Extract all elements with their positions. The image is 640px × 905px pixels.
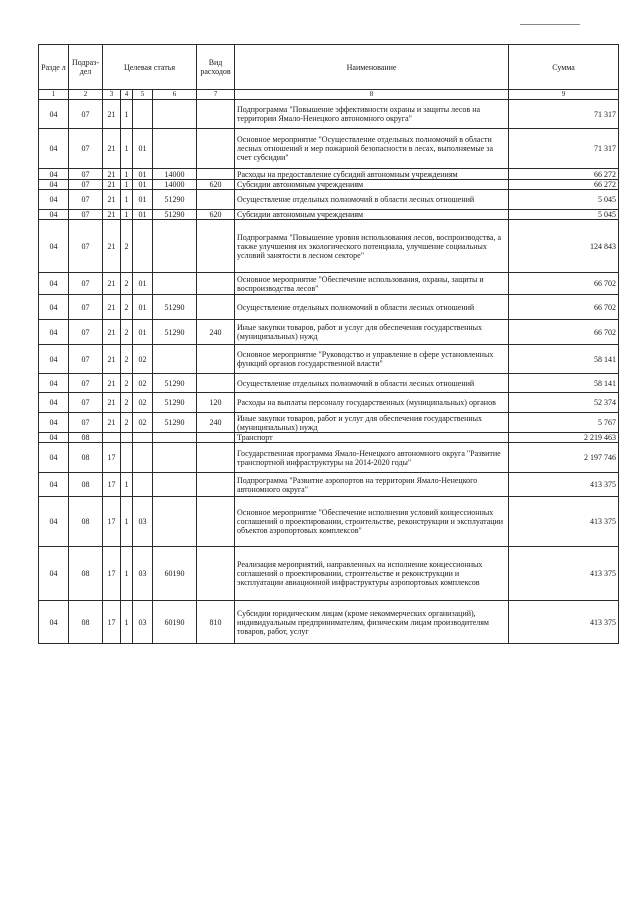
row-target-event: 02 [133,374,153,393]
table-row [39,129,619,169]
row-target-subprogram: 1 [121,169,133,180]
row-target-event [133,473,153,497]
row-razdel: 04 [39,180,69,190]
row-target-program: 17 [103,547,121,601]
row-name: Подпрограмма "Повышение эффективности охраны и защиты лесов на территории Ямало-Ненецкого автономного округа" [235,100,509,129]
row-sum: 66 702 [509,320,619,345]
row-expense-type [197,190,235,210]
row-podrazdel: 07 [69,345,103,374]
row-razdel: 04 [39,393,69,413]
row-target-direction [153,473,197,497]
row-target-program: 21 [103,190,121,210]
row-razdel: 04 [39,273,69,295]
row-target-program: 21 [103,220,121,273]
row-target-direction [153,345,197,374]
row-razdel: 04 [39,374,69,393]
row-razdel: 04 [39,190,69,210]
table-row [39,273,619,295]
table-row [39,413,619,433]
row-expense-type: 620 [197,210,235,220]
row-target-program: 21 [103,169,121,180]
table-row [39,320,619,345]
row-podrazdel: 07 [69,100,103,129]
row-razdel: 04 [39,413,69,433]
row-target-subprogram: 2 [121,320,133,345]
row-target-program: 21 [103,210,121,220]
row-expense-type: 810 [197,601,235,644]
row-podrazdel: 08 [69,601,103,644]
row-target-event: 03 [133,601,153,644]
row-target-program: 21 [103,295,121,320]
row-sum: 71 317 [509,129,619,169]
col-number: 3 [103,90,121,100]
row-name: Реализация мероприятий, направленных на исполнение концессионных соглашений о проектировании, строительстве и реконструкции и эксплуатации авиационной инфраструктуры аэропортовых комплексов [235,547,509,601]
row-name: Подпрограмма "Повышение уровня использования лесов, воспроизводства, а также улучшения их экологического потенциала, улучшение социальных условий занятости в лесном секторе" [235,220,509,273]
row-podrazdel: 07 [69,374,103,393]
table-row [39,180,619,190]
col-number: 9 [509,90,619,100]
row-target-event: 02 [133,413,153,433]
header-expense-type: Вид расходов [197,45,235,90]
table-row [39,601,619,644]
table-row [39,433,619,443]
row-target-direction [153,433,197,443]
row-target-subprogram: 1 [121,129,133,169]
row-razdel: 04 [39,345,69,374]
row-target-program: 17 [103,443,121,473]
header-name: Наименование [235,45,509,90]
row-target-subprogram: 2 [121,393,133,413]
row-expense-type [197,547,235,601]
row-target-event: 03 [133,547,153,601]
row-target-direction: 51290 [153,413,197,433]
row-target-subprogram: 2 [121,345,133,374]
row-target-program: 21 [103,100,121,129]
row-target-subprogram: 2 [121,295,133,320]
row-podrazdel: 07 [69,210,103,220]
row-name: Иные закупки товаров, работ и услуг для обеспечения государственных (муниципальных) нужд [235,413,509,433]
row-sum: 413 375 [509,497,619,547]
row-podrazdel: 07 [69,273,103,295]
header-target-article: Целевая статья [103,45,197,90]
table-row [39,169,619,180]
row-target-direction: 60190 [153,547,197,601]
row-target-event: 01 [133,295,153,320]
row-expense-type [197,433,235,443]
table-row [39,473,619,497]
col-number: 8 [235,90,509,100]
col-number: 1 [39,90,69,100]
row-target-subprogram: 1 [121,210,133,220]
row-target-event: 01 [133,190,153,210]
row-podrazdel: 07 [69,220,103,273]
row-name: Субсидии юридическим лицам (кроме некоммерческих организаций), индивидуальным предпринимателям, физическим лицам производителям товаров, работ, услуг [235,601,509,644]
row-target-event: 01 [133,180,153,190]
table-row [39,345,619,374]
row-target-subprogram: 1 [121,100,133,129]
row-expense-type [197,220,235,273]
row-target-program: 21 [103,129,121,169]
column-number-row [39,90,619,100]
header-sum: Сумма [509,45,619,90]
table-row [39,210,619,220]
table-row [39,443,619,473]
row-target-direction [153,100,197,129]
row-target-direction: 51290 [153,393,197,413]
row-target-direction: 60190 [153,601,197,644]
row-sum: 71 317 [509,100,619,129]
row-podrazdel: 07 [69,129,103,169]
row-sum: 58 141 [509,374,619,393]
row-sum: 2 197 746 [509,443,619,473]
row-target-subprogram: 1 [121,547,133,601]
row-target-event [133,220,153,273]
row-expense-type [197,100,235,129]
row-expense-type: 120 [197,393,235,413]
row-target-program: 21 [103,393,121,413]
row-sum: 52 374 [509,393,619,413]
row-target-program: 21 [103,273,121,295]
row-name: Подпрограмма "Развитие аэропортов на территории Ямало-Ненецкого автономного округа" [235,473,509,497]
row-sum: 413 375 [509,601,619,644]
row-target-subprogram: 1 [121,180,133,190]
header-razdel: Разде л [39,45,69,90]
row-target-subprogram: 1 [121,190,133,210]
row-target-direction: 51290 [153,320,197,345]
row-razdel: 04 [39,320,69,345]
row-sum: 5 767 [509,413,619,433]
row-podrazdel: 07 [69,295,103,320]
row-expense-type [197,345,235,374]
row-target-subprogram: 2 [121,374,133,393]
row-target-event: 01 [133,169,153,180]
row-target-event: 02 [133,393,153,413]
row-name: Основное мероприятие "Осуществление отдельных полномочий в области лесных отношений и мер пожарной безопасности в лесах, выполняемые за счет субсидии" [235,129,509,169]
row-expense-type [197,129,235,169]
row-target-direction: 51290 [153,190,197,210]
row-name: Субсидии автономным учреждениям [235,210,509,220]
row-target-program: 17 [103,601,121,644]
row-target-program: 21 [103,413,121,433]
row-name: Осуществление отдельных полномочий в области лесных отношений [235,374,509,393]
row-expense-type [197,295,235,320]
row-razdel: 04 [39,443,69,473]
row-target-direction [153,443,197,473]
row-name: Основное мероприятие "Обеспечение использования, охраны, защиты и воспроизводства лесов" [235,273,509,295]
row-target-subprogram: 1 [121,497,133,547]
row-sum: 5 045 [509,210,619,220]
row-target-direction [153,220,197,273]
row-target-program: 21 [103,180,121,190]
col-number: 6 [153,90,197,100]
table-row [39,497,619,547]
table-header-row [39,45,619,90]
row-name: Осуществление отдельных полномочий в области лесных отношений [235,295,509,320]
row-target-event: 01 [133,210,153,220]
row-expense-type [197,169,235,180]
row-target-direction [153,273,197,295]
row-sum: 58 141 [509,345,619,374]
row-target-program: 17 [103,497,121,547]
table-row [39,100,619,129]
row-target-subprogram: 2 [121,413,133,433]
row-sum: 66 272 [509,169,619,180]
row-podrazdel: 08 [69,443,103,473]
row-expense-type [197,473,235,497]
table-row [39,220,619,273]
row-expense-type: 240 [197,320,235,345]
row-razdel: 04 [39,473,69,497]
row-name: Осуществление отдельных полномочий в области лесных отношений [235,190,509,210]
row-name: Расходы на выплаты персоналу государственных (муниципальных) органов [235,393,509,413]
row-target-event: 01 [133,320,153,345]
row-razdel: 04 [39,210,69,220]
col-number: 4 [121,90,133,100]
row-razdel: 04 [39,497,69,547]
row-target-event: 01 [133,273,153,295]
page-top-mark [520,24,580,25]
row-razdel: 04 [39,433,69,443]
table-row [39,374,619,393]
row-target-subprogram: 1 [121,473,133,497]
row-target-subprogram [121,433,133,443]
row-razdel: 04 [39,547,69,601]
budget-table [38,44,619,644]
row-target-event: 01 [133,129,153,169]
row-sum: 66 702 [509,273,619,295]
row-razdel: 04 [39,100,69,129]
row-podrazdel: 07 [69,180,103,190]
row-name: Расходы на предоставление субсидий автономным учреждениям [235,169,509,180]
row-name: Основное мероприятие "Обеспечение исполнения условий концессионных соглашений о проектировании, строительстве, реконструкции и эксплуатации объектов аэропортовых комплексов" [235,497,509,547]
row-target-direction [153,129,197,169]
row-expense-type [197,443,235,473]
row-target-subprogram: 2 [121,273,133,295]
header-podrazdel: Подраз- дел [69,45,103,90]
row-target-program: 21 [103,345,121,374]
row-target-event: 02 [133,345,153,374]
row-sum: 66 272 [509,180,619,190]
row-target-event [133,433,153,443]
row-target-program [103,433,121,443]
row-razdel: 04 [39,601,69,644]
table-row [39,295,619,320]
row-podrazdel: 07 [69,320,103,345]
row-target-event: 03 [133,497,153,547]
row-expense-type: 620 [197,180,235,190]
row-sum: 5 045 [509,190,619,210]
row-razdel: 04 [39,169,69,180]
row-target-subprogram [121,443,133,473]
row-razdel: 04 [39,295,69,320]
row-name: Государственная программа Ямало-Ненецкого автономного округа "Развитие транспортной инфраструктуры на 2014-2020 годы" [235,443,509,473]
row-podrazdel: 07 [69,413,103,433]
table-row [39,547,619,601]
table-row [39,190,619,210]
row-target-event [133,443,153,473]
row-target-subprogram: 1 [121,601,133,644]
row-target-program: 17 [103,473,121,497]
row-target-program: 21 [103,374,121,393]
row-sum: 413 375 [509,473,619,497]
col-number: 7 [197,90,235,100]
table-row [39,393,619,413]
row-name: Иные закупки товаров, работ и услуг для обеспечения государственных (муниципальных) нужд [235,320,509,345]
row-expense-type: 240 [197,413,235,433]
row-target-direction: 14000 [153,169,197,180]
row-podrazdel: 07 [69,190,103,210]
row-expense-type [197,374,235,393]
row-target-direction: 14000 [153,180,197,190]
row-podrazdel: 07 [69,393,103,413]
row-target-program: 21 [103,320,121,345]
row-target-event [133,100,153,129]
row-target-direction: 51290 [153,210,197,220]
row-sum: 124 843 [509,220,619,273]
row-target-direction: 51290 [153,295,197,320]
row-expense-type [197,273,235,295]
row-target-subprogram: 2 [121,220,133,273]
row-podrazdel: 08 [69,547,103,601]
row-razdel: 04 [39,129,69,169]
row-podrazdel: 08 [69,433,103,443]
row-podrazdel: 08 [69,473,103,497]
row-name: Транспорт [235,433,509,443]
row-razdel: 04 [39,220,69,273]
col-number: 5 [133,90,153,100]
row-sum: 413 375 [509,547,619,601]
row-podrazdel: 07 [69,169,103,180]
row-name: Основное мероприятие "Руководство и управление в сфере установленных функций органов государственной власти" [235,345,509,374]
row-sum: 2 219 463 [509,433,619,443]
row-podrazdel: 08 [69,497,103,547]
col-number: 2 [69,90,103,100]
row-sum: 66 702 [509,295,619,320]
row-expense-type [197,497,235,547]
row-target-direction [153,497,197,547]
row-target-direction: 51290 [153,374,197,393]
row-name: Субсидии автономным учреждениям [235,180,509,190]
